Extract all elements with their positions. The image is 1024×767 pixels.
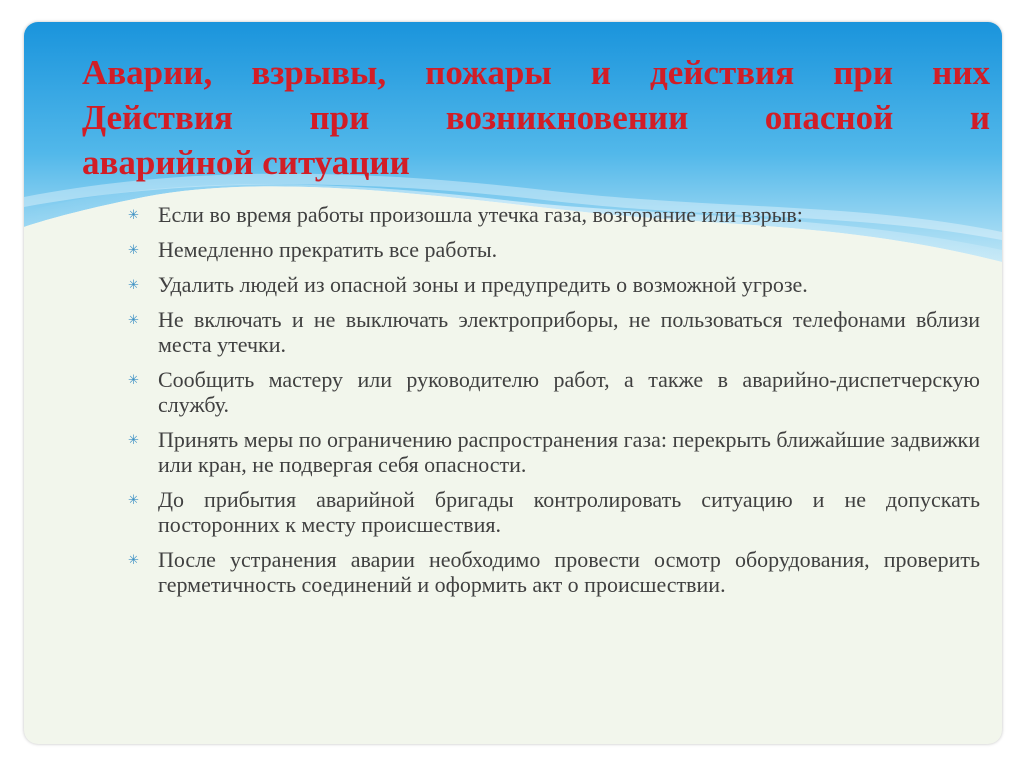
asterisk-bullet-icon: ✳ — [128, 372, 139, 387]
asterisk-bullet-icon: ✳ — [128, 207, 139, 222]
list-item — [128, 547, 980, 597]
bullet-text: Принять меры по ограничению распространения газа: перекрыть ближайшие задвижки или кран, не подвергая себя опасности. — [158, 427, 980, 477]
bullet-text: Если во время работы произошла утечка газа, возгорание или взрыв: — [158, 202, 803, 227]
bullet-text: Сообщить мастеру или руководителю работ, а также в аварийно-диспетчерскую службу. — [158, 367, 980, 417]
asterisk-bullet-icon: ✳ — [128, 312, 139, 327]
list-item — [128, 272, 980, 297]
list-item — [128, 307, 980, 357]
list-item — [128, 202, 980, 227]
list-item — [128, 487, 980, 537]
bullet-list — [128, 202, 980, 607]
asterisk-bullet-icon: ✳ — [128, 432, 139, 447]
asterisk-bullet-icon: ✳ — [128, 277, 139, 292]
asterisk-bullet-icon: ✳ — [128, 552, 139, 567]
list-item — [128, 367, 980, 417]
title-line-1: Аварии, взрывы, пожары и действия при них — [82, 53, 990, 92]
slide — [24, 22, 1002, 744]
list-item — [128, 237, 980, 262]
bullet-text: До прибытия аварийной бригады контролировать ситуацию и не допускать посторонних к месту происшествия. — [158, 487, 980, 537]
bullet-text: Немедленно прекратить все работы. — [158, 237, 498, 262]
title-line-2: Действия при возникновении опасной и — [82, 98, 990, 137]
slide-title — [82, 50, 990, 185]
asterisk-bullet-icon: ✳ — [128, 242, 139, 257]
bullet-text: Удалить людей из опасной зоны и предупредить о возможной угрозе. — [158, 272, 808, 297]
asterisk-bullet-icon: ✳ — [128, 492, 139, 507]
list-item — [128, 427, 980, 477]
bullet-text: Не включать и не выключать электроприборы, не пользоваться телефонами вблизи места утечки. — [158, 307, 980, 357]
title-line-3: аварийной ситуации — [82, 143, 410, 182]
bullet-text: После устранения аварии необходимо провести осмотр оборудования, проверить герметичность соединений и оформить акт о происшествии. — [158, 547, 980, 597]
